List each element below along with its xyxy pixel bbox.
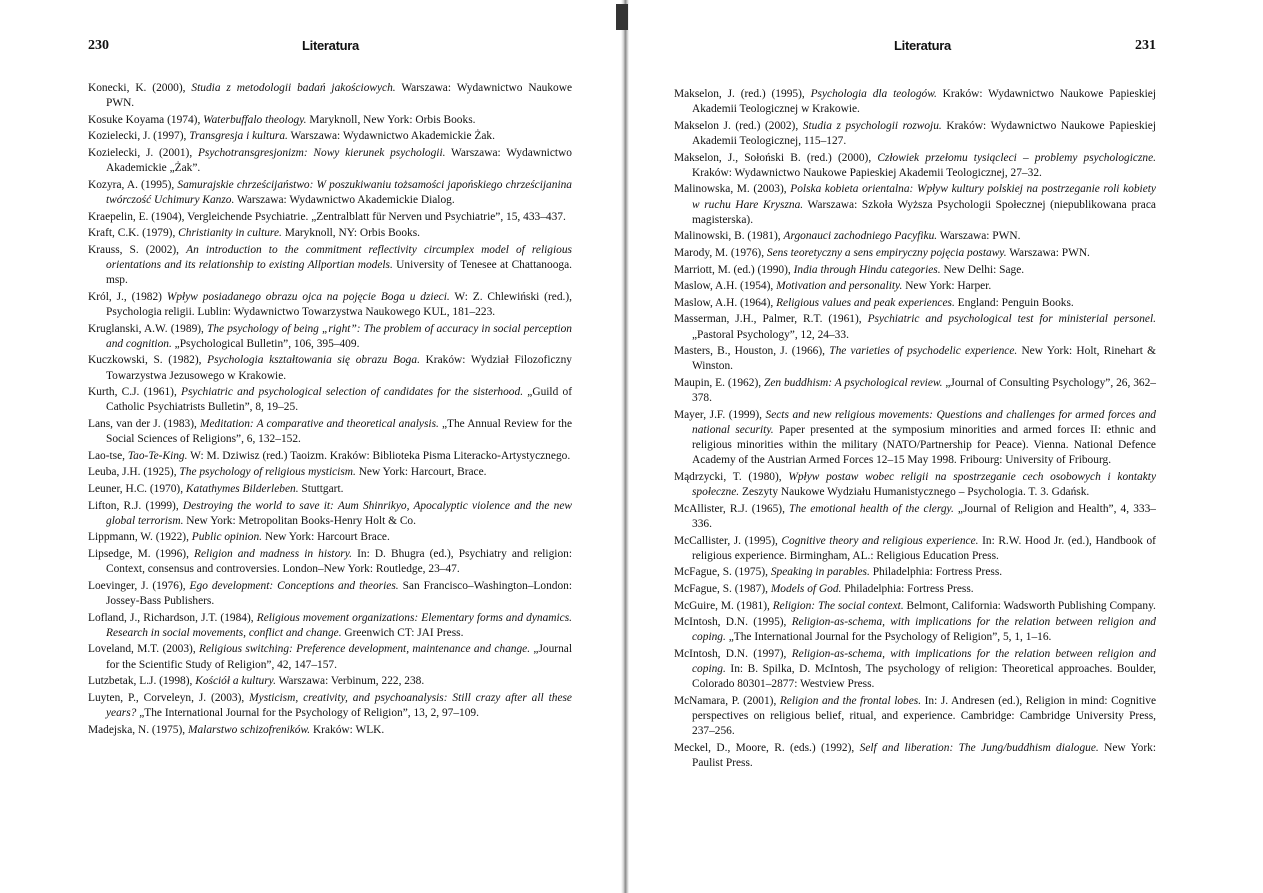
entry-pre: Król, J., (1982) [88,290,167,303]
entry-title: Religion: The social context. [772,599,904,612]
entry-post: „Journal of Consulting Psychology”, 26, 362–378. [692,376,1156,405]
entry-title: Religion and madness in history. [194,547,353,560]
entry-title: The psychology of being „right”: The problem of accuracy in social perception and cognition. [106,322,572,350]
entry-title: The psychology of religious mysticism. [179,466,356,479]
entry-post: „The Annual Review for the Social Sciences of Religions”, 6, 132–152. [106,417,572,446]
page-number-right: 231 [1135,38,1156,53]
entry-pre: Konecki, K. (2000), [88,82,192,94]
entry-pre: Leuba, J.H. (1925), [88,466,180,479]
entry-pre: Lifton, R.J. (1999), [88,499,183,512]
entry-pre: Makselon, J. (red.) (1995), [674,88,811,100]
bibliography-entry [674,599,1156,614]
entry-title: Tao-Te-King. [127,449,188,462]
running-head-right: Literatura [894,38,951,53]
entry-title: Religion and the frontal lobes. [779,694,922,707]
bibliography-entry [674,151,1156,181]
entry-pre: Makselon J. (red.) (2002), [674,119,803,132]
entry-title: The varieties of psychodelic experience. [829,345,1018,358]
entry-post: Maryknoll, New York: Orbis Books. [306,113,476,126]
entry-title: Meditation: A comparative and theoretical analysis. [199,417,439,430]
bibliography-entry [88,81,572,111]
entry-pre: McAllister, R.J. (1965), [674,502,790,515]
entry-pre: Meckel, D., Moore, R. (eds.) (1992), [674,741,860,754]
entry-title: Polska kobieta orientalna: Wpływ kultury polskiej na postrzeganie roli kobiety w ruchu Hare Kryszna. [692,183,1156,211]
entry-post: New York: Metropolitan Books-Henry Holt & Co. [183,514,416,527]
entry-title: Speaking in parables. [770,566,870,579]
bibliography-entry [88,579,572,609]
bibliography-entry [674,694,1156,740]
bibliography-entry [674,470,1156,500]
entry-post: „The International Journal for the Psychology of Religion”, 13, 2, 97–109. [136,706,479,719]
bibliography-entry [674,229,1156,244]
bibliography-entry [88,499,572,529]
bibliography-entry [674,296,1156,311]
entry-pre: Mądrzycki, T. (1980), [674,470,789,483]
entry-title: Models of God. [770,582,842,595]
bibliography-entry [88,530,572,545]
entry-post: New Delhi: Sage. [940,263,1025,276]
entry-pre: Masters, B., Houston, J. (1966), [674,345,830,358]
entry-post: San Francisco–Washington–London: Jossey-Bass Publishers. [106,579,573,607]
entry-pre: Kraft, C.K. (1979), [88,227,179,240]
entry-pre: McNamara, P. (2001), [674,694,780,707]
entry-post: In: B. Spilka, D. McIntosh, The psychology of religion: Theoretical approaches. Boulder, Colorado 80301–2877: Westview Press. [692,663,1156,691]
bibliography-entry [88,129,572,144]
entry-pre: Kuczkowski, S. (1982), [88,354,208,367]
entry-title: Katathymes Bilderleben. [185,482,299,495]
entry-title: Kościół a kultury. [195,675,276,688]
entry-title: Psychiatric and psychological test for ministerial personel. [867,313,1156,326]
entry-post: „The International Journal for the Psychology of Religion”, 5, 1, 1–16. [725,631,1052,644]
bibliography-entry [674,582,1156,597]
bibliography-entry [88,290,572,320]
entry-post: Warszawa: PWN. [937,230,1021,243]
bibliography-entry [88,243,572,289]
book-spine [621,0,629,893]
entry-title: Malarstwo schizofreników. [187,723,311,736]
bibliography-entry [88,113,572,128]
entry-pre: Maslow, A.H. (1964), [674,296,777,309]
bibliography-entry [674,565,1156,580]
entry-title: Religious values and peak experiences. [776,296,955,309]
entry-post: New York: Harcourt, Brace. [355,466,487,479]
entry-title: Religious movement organizations: Elementary forms and dynamics. Research in social movements, conflict and change. [106,611,572,639]
entry-title: Motivation and personality. [776,280,903,293]
entry-post: Greenwich CT: JAI Press. [341,626,464,639]
bibliography-entry [674,119,1156,149]
entry-pre: Leuner, H.C. (1970), [88,482,186,495]
entry-title: Psychologia dla teologów. [810,88,937,100]
entry-post: Warszawa: Wydawnictwo Akademickie „Żak”. [106,146,572,175]
entry-post: Philadelphia: Fortress Press. [869,566,1003,579]
bibliography-entry [88,146,572,176]
bibliography-entry [674,344,1156,374]
entry-title: Samurajskie chrześcijaństwo: W poszukiwaniu tożsamości japońskiego chrześcijanina twórczość Uchimury Kanzo. [106,178,573,206]
entry-post: In: D. Bhugra (ed.), Psychiatry and religion: Context, consensus and controversies. London–New York: Routledge, 23–47. [106,547,573,576]
bibliography-entry [88,226,572,241]
bibliography-entry [674,312,1156,342]
entry-title: Zen buddhism: A psychological review. [763,376,943,389]
entry-post: New York: Paulist Press. [692,741,1156,770]
entry-post: Kraków: Wydawnictwo Naukowe Papieskiej Akademii Teologicznej w Krakowie. [692,88,1157,116]
entry-title: Studia z psychologii rozwoju. [802,119,942,132]
entry-post: Paper presented at the symposium minorities and armed forces II: ethnic and religious minorities within the military (NATO/Partnership for Peace). Vienna. National Defence Academy of the Austrian Armed Forces 12–15 May 1998. Fribourg: University of Fribourg. [692,423,1156,467]
entry-post: „Guild of Catholic Psychiatrists Bulletin”, 8, 19–25. [106,386,572,414]
bibliography-entry [88,210,572,225]
entry-title: Christianity in culture. [178,227,282,240]
entry-title: Psychotransgresjonizm: Nowy kierunek psychologii. [197,146,446,159]
entry-pre: Luyten, P., Corveleyn, J. (2003), [88,691,250,704]
bibliography-entry [88,691,572,721]
bibliography-entry [674,87,1156,117]
bibliography-entry [674,246,1156,261]
bibliography-entry [674,408,1156,469]
bibliography-entry [674,615,1156,645]
entry-pre: Masserman, J.H., Palmer, R.T. (1961), [674,313,868,326]
entry-post: „Journal for the Scientific Study of Religion”, 42, 147–157. [106,643,573,671]
bibliography-entry [674,279,1156,294]
entry-post: W: M. Dziwisz (red.) Taoizm. Kraków: Biblioteka Pisma Literacko-Artystycznego. [187,449,571,462]
entry-post: Warszawa: Verbinum, 222, 238. [275,675,425,688]
entry-pre: Malinowska, M. (2003), [674,183,791,196]
entry-pre: Kozyra, A. (1995), [88,178,178,191]
entry-pre: Krauss, S. (2002), [88,243,187,256]
bibliography-entry [674,647,1156,693]
entry-pre: Loevinger, J. (1976), [88,579,190,592]
entry-pre: Lans, van der J. (1983), [88,417,200,430]
entry-pre: Lutzbetak, L.J. (1998), [88,675,196,688]
entry-title: Self and liberation: The Jung/buddhism dialogue. [859,741,1099,754]
entry-post: Maryknoll, NY: Orbis Books. [281,227,421,240]
entry-title: Ego development: Conceptions and theories. [189,579,399,592]
bibliography-entry [88,465,572,480]
entry-post: New York: Harper. [902,280,992,293]
entry-post: New York: Harcourt Brace. [262,531,390,544]
entry-pre: McGuire, M. (1981), [674,599,773,612]
entry-post: In: R.W. Hood Jr. (ed.), Handbook of religious experience. Birmingham, AL.: Religious Education Press. [692,534,1156,562]
spine-binding-mark [616,4,628,30]
entry-pre: Lippmann, W. (1922), [88,531,192,544]
entry-title: Religion-as-schema, with implications for the relation between religion and coping. [692,647,1156,676]
entry-post: Stuttgart. [298,482,344,495]
entry-post: Warszawa: Wydawnictwo Naukowe PWN. [106,82,572,110]
entry-post: Warszawa: Wydawnictwo Akademickie Żak. [287,130,495,143]
entry-pre: Kozielecki, J. (1997), [88,130,190,143]
entry-pre: Lipsedge, M. (1996), [88,547,195,560]
entry-pre: Kozielecki, J. (2001), [88,146,198,159]
entry-post: Warszawa: Wydawnictwo Akademickie Dialog. [234,193,455,206]
bibliography-entry [88,642,572,672]
entry-pre: Maslow, A.H. (1954), [674,280,777,293]
bibliography-entry [88,674,572,689]
entry-pre: McIntosh, D.N. (1997), [674,647,792,660]
entry-pre: Kruglanski, A.W. (1989), [88,322,208,335]
entry-post: University of Tenesee at Chattanooga. msp. [106,258,572,287]
bibliography-entry [674,534,1156,564]
entry-post: In: J. Andresen (ed.), Religion in mind: Cognitive perspectives on religious belief, ritual, and experience. Cambridge: Cambridge University Press, 237–256. [692,694,1157,738]
entry-pre: Maupin, E. (1962), [674,376,764,389]
bibliography-entry [88,482,572,497]
entry-post: „Psychological Bulletin”, 106, 395–409. [171,337,360,350]
entry-title: Destroying the world to save it: Aum Shinrikyo, Apocalyptic violence and the new global terrorism. [106,499,572,527]
entry-pre: McFague, S. (1975), [674,566,771,579]
entry-post: Kraków: Wydawnictwo Naukowe Papieskiej Akademii Teologicznej, 27–32. [692,166,1042,179]
entry-pre: Makselon, J., Sołoński B. (red.) (2000), [674,151,878,164]
entry-title: The emotional health of the clergy. [789,502,954,515]
bibliography-list-left [88,81,572,739]
entry-post: W: Z. Chlewiński (red.), Psychologia religii. Lublin: Wydawnictwo Towarzystwa Naukowego KUL, 181–223. [106,290,573,318]
entry-post: Kraków: WLK. [310,723,385,736]
entry-pre: McFague, S. (1987), [674,582,771,595]
entry-post: Philadelphia: Fortress Press. [841,582,974,595]
entry-pre: Malinowski, B. (1981), [674,230,784,243]
entry-pre: Lofland, J., Richardson, J.T. (1984), [88,611,257,624]
entry-pre: McCallister, J. (1995), [674,534,782,547]
bibliography-entry [88,417,572,447]
entry-title: India through Hindu categories. [793,263,941,276]
bibliography-entry [88,449,572,464]
entry-title: Public opinion. [191,531,263,544]
entry-pre: Lao-tse, [88,449,128,462]
entry-post: Zeszyty Naukowe Wydziału Humanistycznego – Psychologia. T. 3. Gdańsk. [739,486,1090,499]
entry-title: An introduction to the commitment reflectivity circumplex model of religious orientations and its relationship to existing Allportian models. [106,243,572,271]
entry-post: Belmont, California: Wadsworth Publishing Company. [903,599,1156,612]
entry-title: Psychiatric and psychological selection of candidates for the sisterhood. [181,386,524,399]
entry-title: Wpływ postaw wobec religii na spostrzeganie cech osobowych i kontakty społeczne. [692,470,1157,499]
entry-pre: Mayer, J.F. (1999), [674,408,766,421]
bibliography-entry [88,353,572,383]
bibliography-entry [674,263,1156,278]
bibliography-entry [88,385,572,415]
running-head-left: Literatura [302,38,359,53]
entry-title: Wpływ posiadanego obrazu ojca na pojęcie Boga u dzieci. [166,290,450,303]
bibliography-entry [88,547,572,577]
entry-pre: Marriott, M. (ed.) (1990), [674,263,794,276]
bibliography-entry [88,611,572,641]
entry-pre: Loveland, M.T. (2003), [88,643,200,656]
bibliography-entry [674,502,1156,532]
entry-title: Sens teoretyczny a sens empiryczny pojęcia postawy. [766,246,1007,259]
entry-post: „Journal of Religion and Health”, 4, 333–336. [692,502,1156,530]
bibliography-entry [88,322,572,352]
entry-title: Cognitive theory and religious experience. [781,534,979,547]
bibliography-entry [88,723,572,738]
entry-post: Kraków: Wydawnictwo Naukowe Papieskiej Akademii Teologicznej, 115–127. [692,119,1156,147]
entry-pre: Kurth, C.J. (1961), [88,386,182,399]
entry-pre: Kosuke Koyama (1974), [88,113,204,126]
entry-pre: Marody, M. (1976), [674,246,767,259]
entry-post: „Pastoral Psychology”, 12, 24–33. [692,328,849,341]
entry-title: Mysticism, creativity, and psychoanalysis: Still crazy after all these years? [106,691,572,719]
entry-title: Sects and new religious movements: Questions and challenges for armed forces and national security. [692,408,1156,436]
bibliography-entry [674,376,1156,406]
entry-title: Waterbuffalo theology. [203,113,307,126]
entry-pre: Kraepelin, E. (1904), Vergleichende Psychiatrie. „Zentralblatt für Nerven und Psychiatrie”, 15, 433–437. [88,210,566,223]
page-number-left: 230 [88,38,109,53]
entry-post: Warszawa: Szkoła Wyższa Psychologii Społecznej (niepublikowana praca magisterska). [692,198,1156,226]
entry-post: New York: Holt, Rinehart & Winston. [692,345,1157,373]
entry-post: England: Penguin Books. [954,296,1074,309]
entry-title: Religion-as-schema, with implications for the relation between religion and coping. [692,616,1156,644]
entry-post: Kraków: Wydział Filozoficzny Towarzystwa Jezusowego w Krakowie. [106,354,572,382]
entry-title: Człowiek przełomu tysiącleci – problemy psychologiczne. [877,151,1156,164]
entry-pre: McIntosh, D.N. (1995), [674,616,792,629]
entry-title: Argonauci zachodniego Pacyfiku. [783,230,938,243]
entry-title: Studia z metodologii badań jakościowych. [191,82,396,94]
bibliography-entry [674,182,1156,228]
bibliography-entry [674,741,1156,771]
bibliography-entry [88,178,572,208]
entry-post: Warszawa: PWN. [1006,246,1090,259]
entry-pre: Madejska, N. (1975), [88,723,188,736]
bibliography-list-right [674,87,1156,773]
entry-title: Psychologia kształtowania się obrazu Boga. [207,354,420,367]
entry-title: Transgresja i kultura. [189,130,288,143]
entry-title: Religious switching: Preference development, maintenance and change. [199,643,531,656]
